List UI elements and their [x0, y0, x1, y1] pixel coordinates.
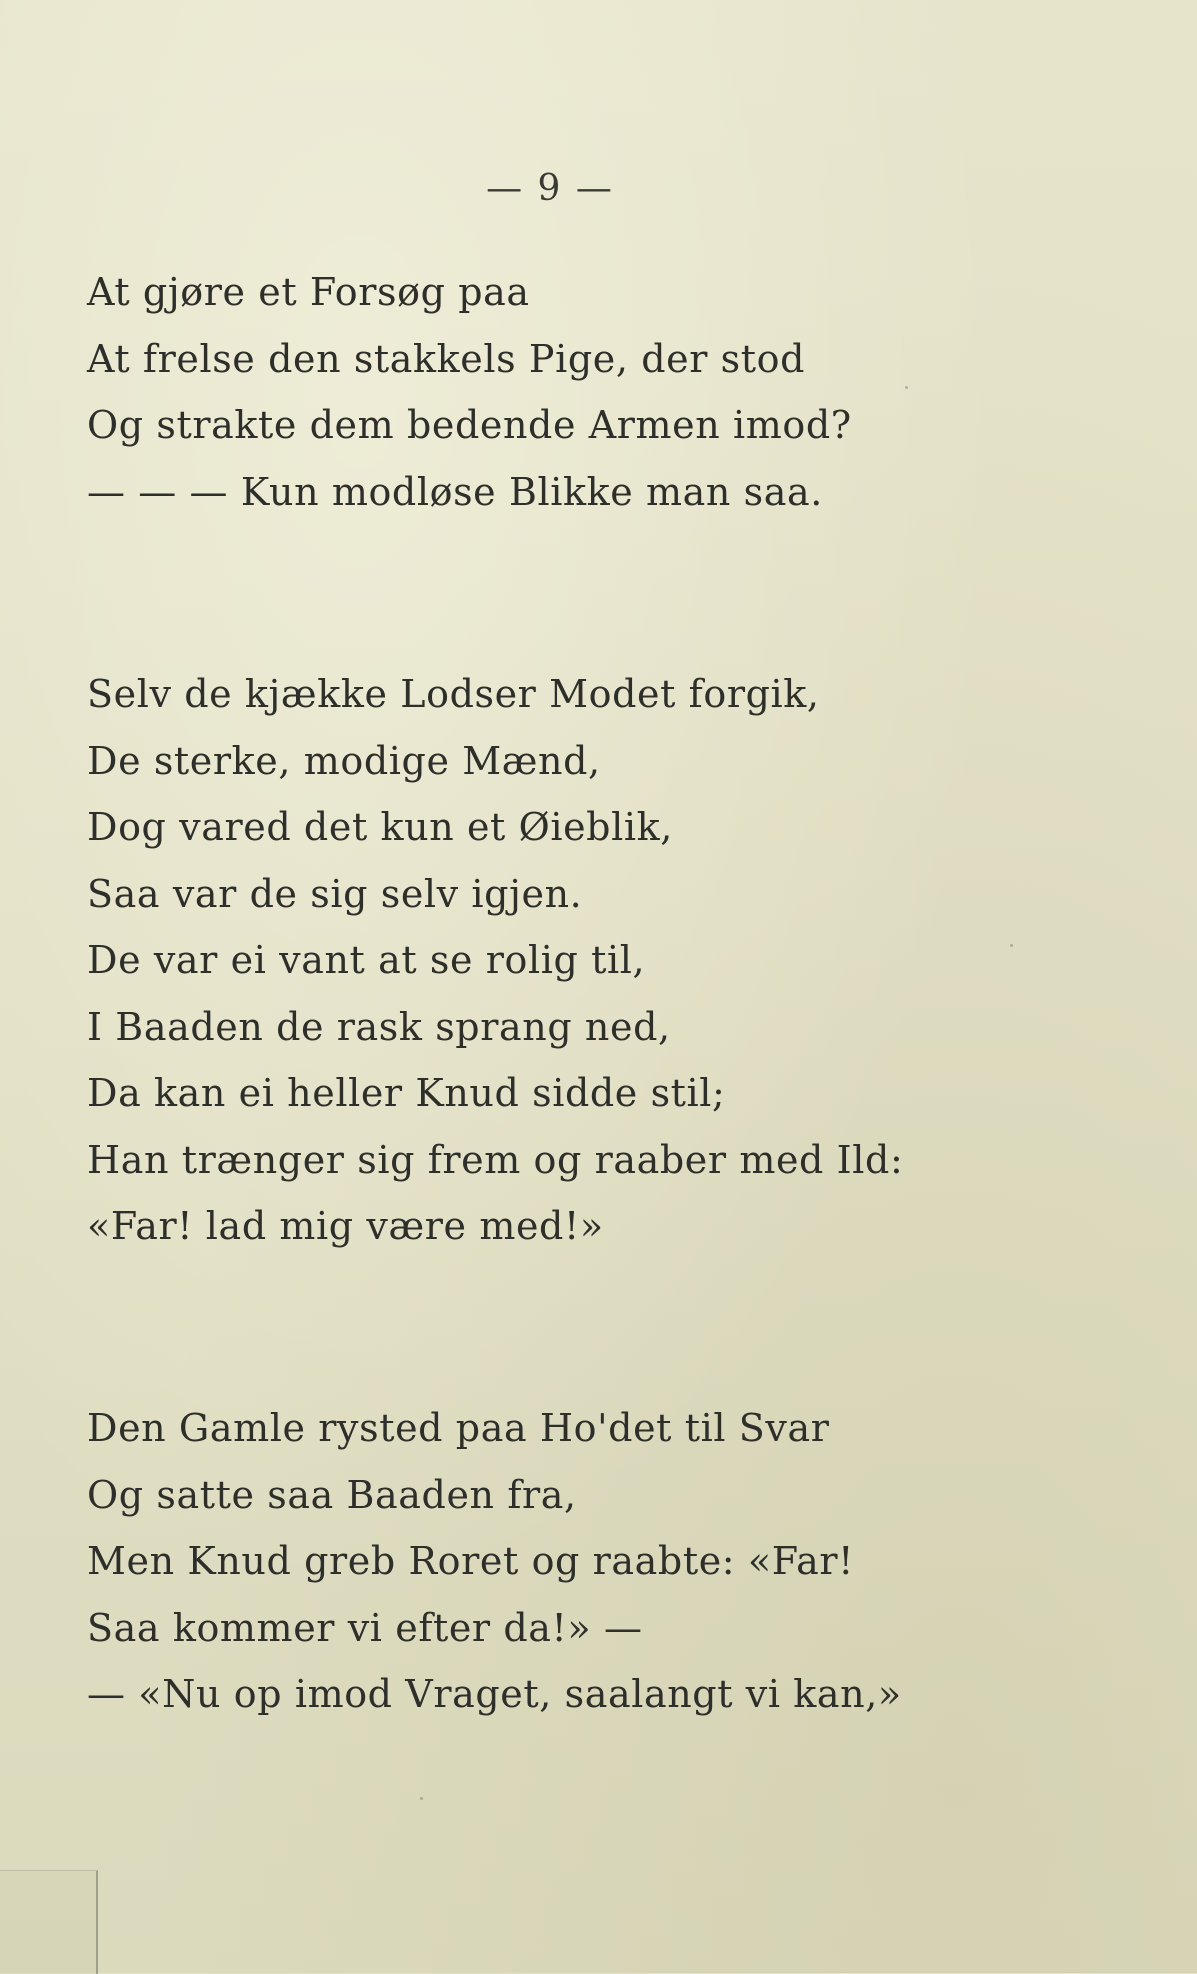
paper-speck [420, 1797, 423, 1800]
page-edge-mark [0, 1870, 98, 1974]
verse-line: I Baaden de rask sprang ned, [87, 1004, 671, 1049]
page-number: — 9 — [486, 168, 614, 209]
verse-line: «Far! lad mig være med!» [87, 1204, 604, 1248]
paper-speck [1010, 944, 1013, 947]
stanza [87, 1395, 1127, 1728]
verse-line: Dog vared det kun et Øieblik, [87, 805, 673, 849]
verse-line: Men Knud greb Roret og raabte: «Far! [87, 1539, 855, 1583]
verse-line: Saa kommer vi efter da!» — [87, 1605, 643, 1650]
verse-line: Saa var de sig selv igjen. [87, 871, 583, 916]
verse-line: De sterke, modige Mænd, [87, 738, 601, 783]
verse-line: De var ei vant at se rolig til, [87, 938, 646, 982]
verse-line: Og strakte dem bedende Armen imod? [87, 403, 852, 447]
verse-line: At gjøre et Forsøg paa [87, 270, 530, 314]
verse-line: — — — Kun modløse Blikke man saa. [87, 469, 823, 514]
verse-line: Og satte saa Baaden fra, [87, 1472, 577, 1517]
verse-line: Da kan ei heller Knud sidde stil; [87, 1071, 726, 1115]
verse-line: Han trænger sig frem og raaber med Ild: [87, 1137, 904, 1182]
stanza [87, 661, 1127, 1260]
paper-speck [905, 386, 908, 389]
verse-line: Den Gamle rysted paa Ho'det til Svar [87, 1406, 830, 1450]
stanza [87, 259, 1127, 525]
verse-line: At frelse den stakkels Pige, der stod [87, 336, 806, 381]
verse-line: — «Nu op imod Vraget, saalangt vi kan,» [87, 1672, 902, 1716]
verse-line: Selv de kjække Lodser Modet forgik, [87, 672, 820, 716]
